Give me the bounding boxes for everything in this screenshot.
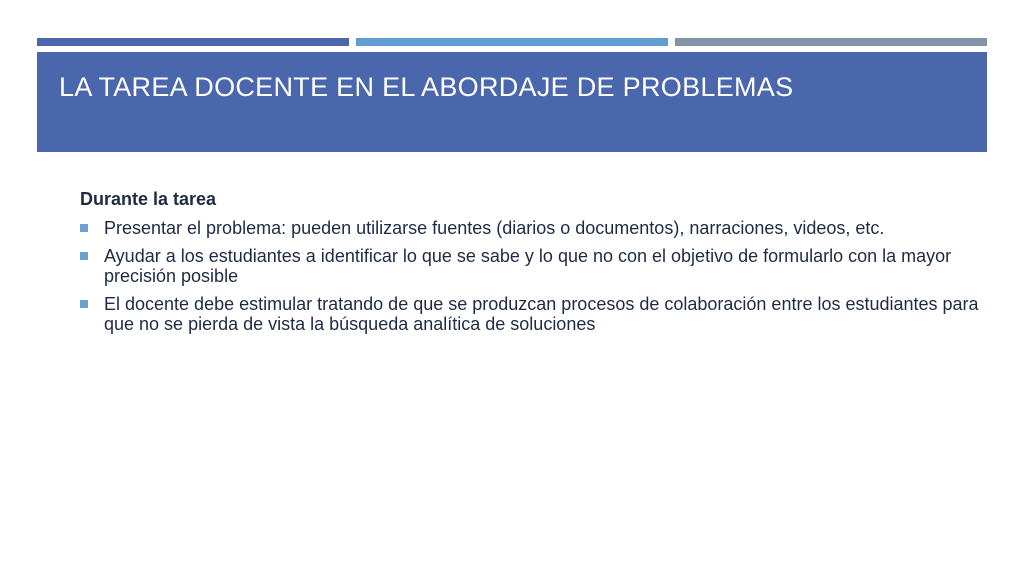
bullet-item (80, 218, 980, 238)
bullet-text: Presentar el problema: pueden utilizarse fuentes (diarios o documentos), narraciones, videos, etc. (104, 218, 885, 238)
bullet-item (80, 294, 980, 334)
square-bullet-icon (80, 224, 88, 232)
slide-title: LA TAREA DOCENTE EN EL ABORDAJE DE PROBLEMAS (59, 72, 794, 102)
title-band (37, 52, 987, 152)
accent-bar-light-blue (356, 38, 668, 46)
slide-content (80, 188, 980, 342)
accent-bar-dark-blue (37, 38, 349, 46)
bullet-text: Ayudar a los estudiantes a identificar lo que se sabe y lo que no con el objetivo de formularlo con la mayor precisión posible (104, 246, 952, 286)
bullet-list (80, 218, 980, 334)
accent-bars (37, 38, 987, 46)
section-heading: Durante la tarea (80, 189, 217, 209)
bullet-item (80, 246, 980, 286)
square-bullet-icon (80, 252, 88, 260)
bullet-text: El docente debe estimular tratando de que se produzcan procesos de colaboración entre los estudiantes para que no se pierda de vista la búsqueda analítica de soluciones (104, 294, 979, 334)
accent-bar-gray (675, 38, 987, 46)
square-bullet-icon (80, 300, 88, 308)
